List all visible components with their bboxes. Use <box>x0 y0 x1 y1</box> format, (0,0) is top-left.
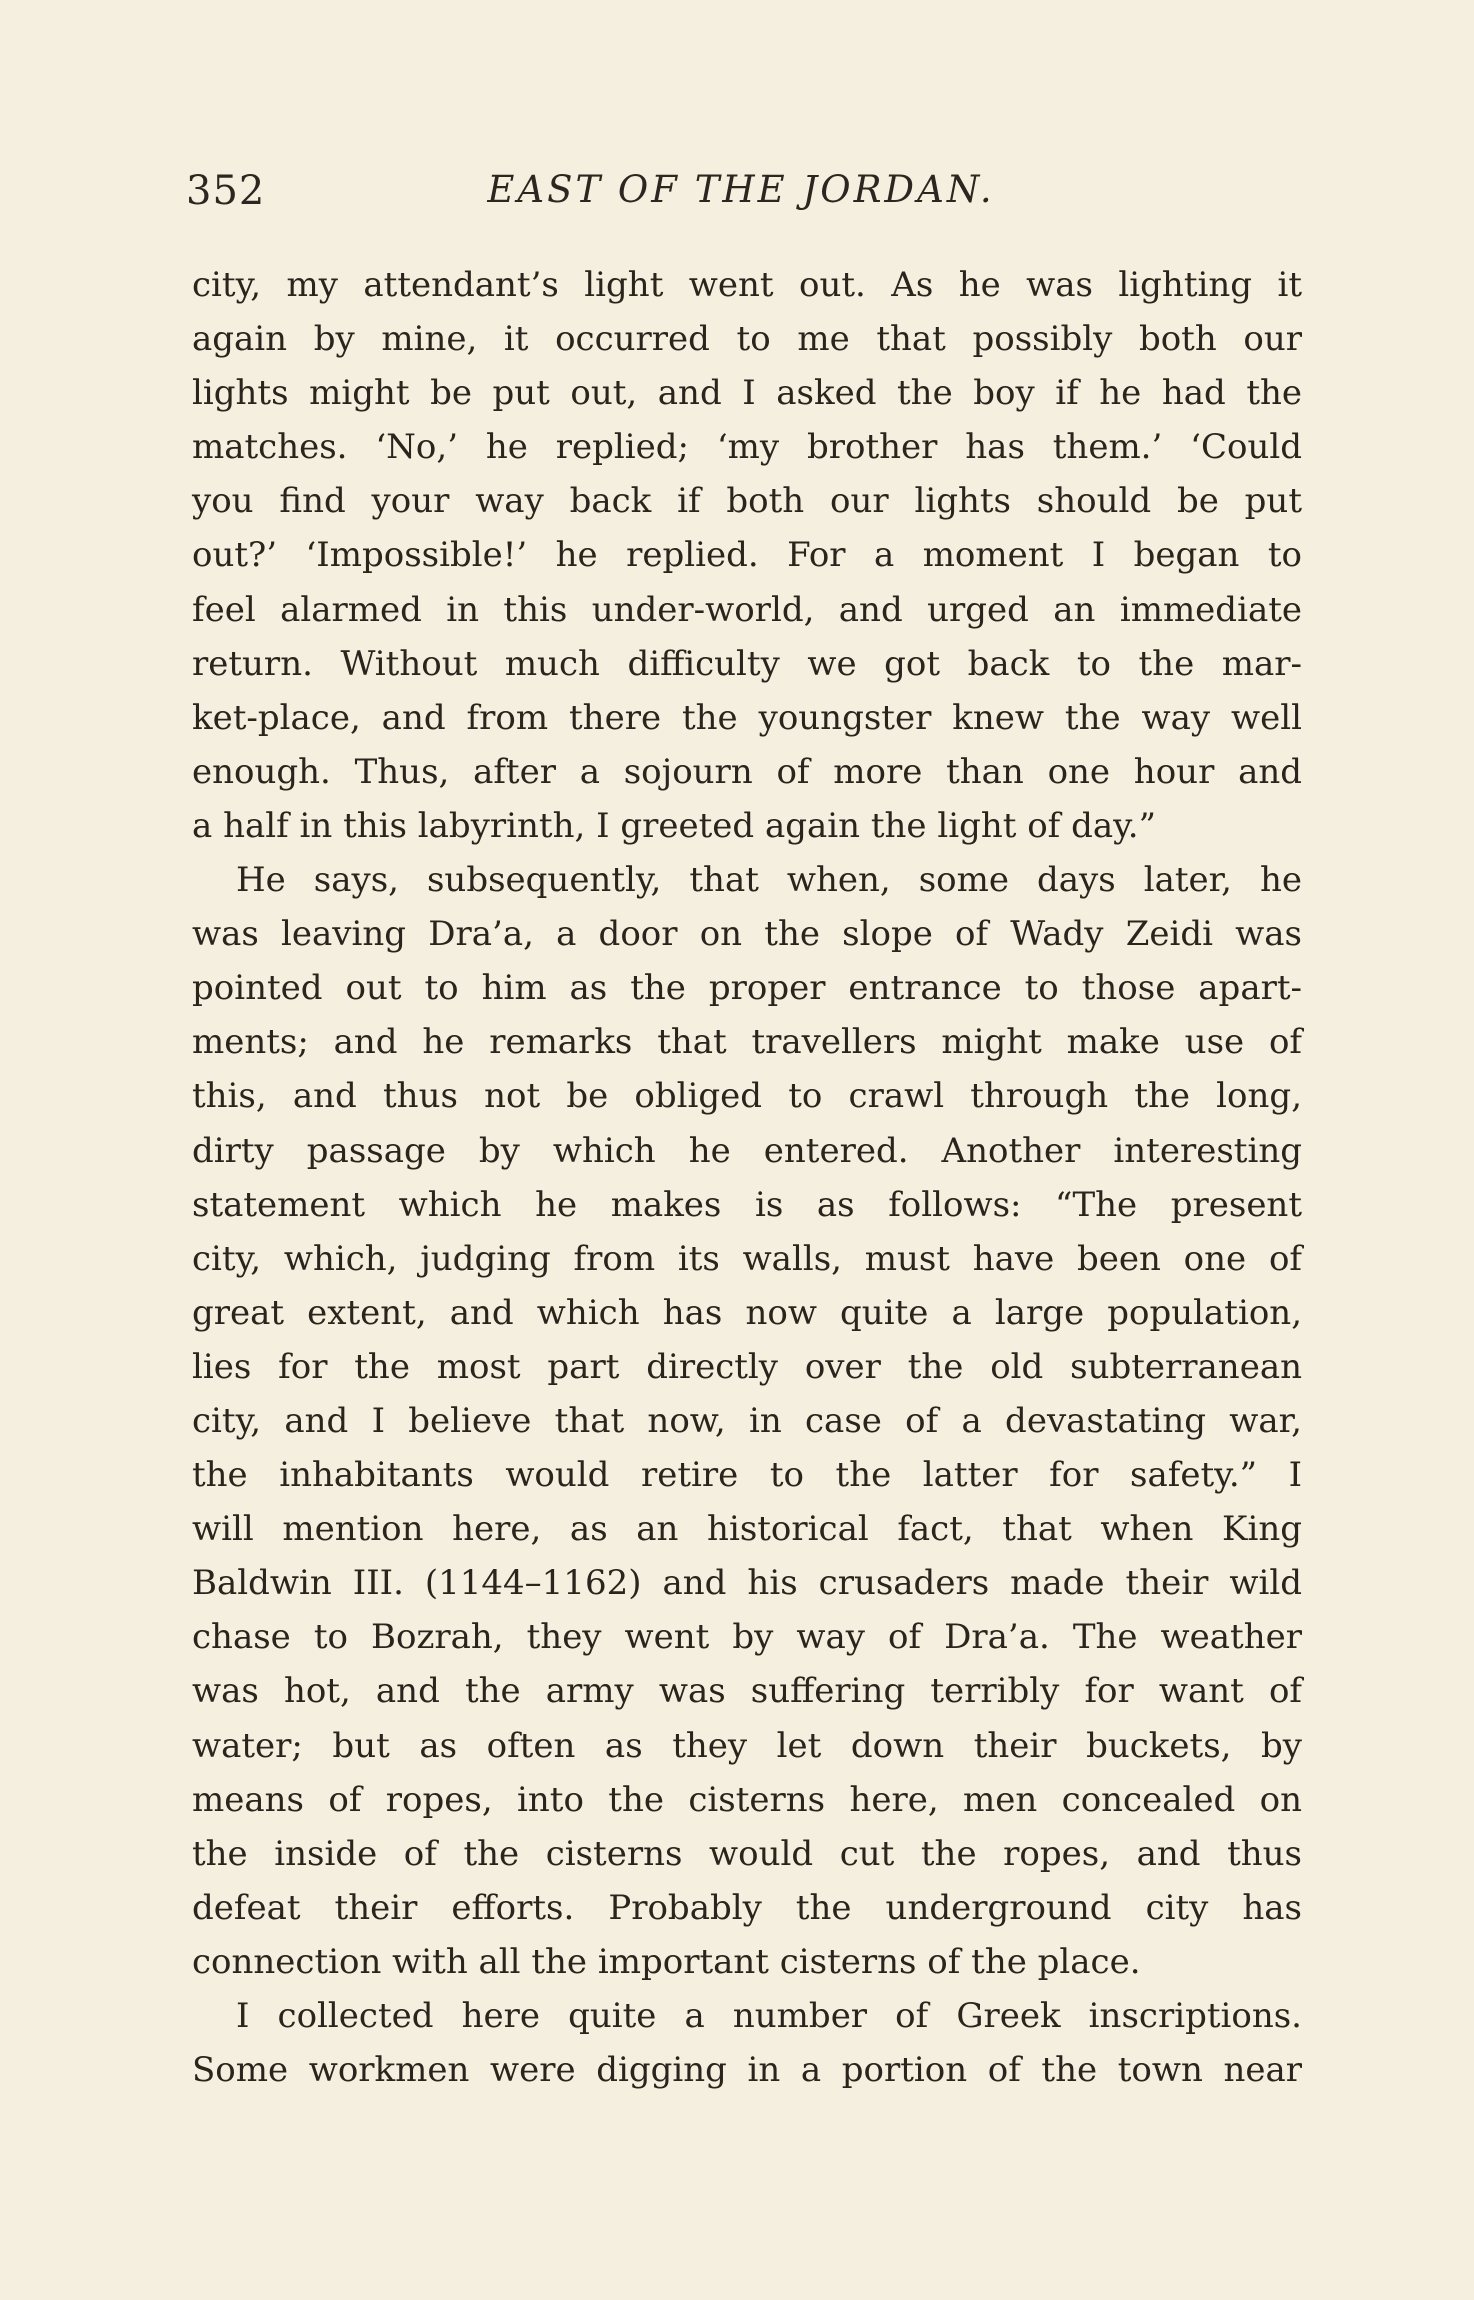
text-line: Baldwin III. (1144–1162) and his crusaders made their wild <box>192 1563 1302 1604</box>
text-line: ket-place, and from there the youngster knew the way well <box>192 697 1302 738</box>
text-line: city, which, judging from its walls, must have been one of <box>192 1238 1302 1279</box>
text-line: connection with all the important cisterns of the place. <box>192 1941 1141 1982</box>
running-title: EAST OF THE JORDAN. <box>487 168 995 211</box>
text-line: enough. Thus, after a sojourn of more than one hour and <box>192 751 1302 792</box>
text-line: was leaving Dra’a, a door on the slope of Wady Zeidi was <box>192 914 1302 955</box>
text-line: dirty passage by which he entered. Another interesting <box>192 1130 1302 1171</box>
text-line: great extent, and which has now quite a large population, <box>192 1292 1302 1333</box>
body-text <box>192 258 1302 2097</box>
text-line: was hot, and the army was suffering terribly for want of <box>192 1671 1302 1712</box>
text-line: water; but as often as they let down their buckets, by <box>192 1725 1302 1766</box>
text-line: means of ropes, into the cisterns here, men concealed on <box>192 1779 1302 1820</box>
text-line: out?’ ‘Impossible!’ he replied. For a moment I began to <box>192 535 1302 576</box>
text-line: this, and thus not be obliged to crawl through the long, <box>192 1076 1302 1117</box>
text-line: again by mine, it occurred to me that possibly both our <box>192 319 1302 360</box>
text-line: pointed out to him as the proper entrance to those apart- <box>192 968 1302 1009</box>
text-line: matches. ‘No,’ he replied; ‘my brother has them.’ ‘Could <box>192 427 1302 468</box>
text-line: will mention here, as an historical fact, that when King <box>192 1509 1302 1550</box>
text-line: defeat their efforts. Probably the underground city has <box>192 1887 1302 1928</box>
text-line: Some workmen were digging in a portion of the town near <box>192 2050 1302 2091</box>
text-line: the inhabitants would retire to the latter for safety.” I <box>192 1455 1302 1496</box>
text-line: I collected here quite a number of Greek inscriptions. <box>236 1996 1302 2036</box>
text-line: return. Without much difficulty we got back to the mar- <box>192 643 1302 684</box>
text-line: the inside of the cisterns would cut the ropes, and thus <box>192 1833 1302 1874</box>
text-line: chase to Bozrah, they went by way of Dra’a. The weather <box>192 1617 1302 1658</box>
text-line: lights might be put out, and I asked the boy if he had the <box>192 373 1302 414</box>
text-line: a half in this labyrinth, I greeted again the light of day.” <box>192 805 1156 846</box>
text-line: you find your way back if both our lights should be put <box>192 481 1302 522</box>
page-number: 352 <box>186 168 266 214</box>
text-line: ments; and he remarks that travellers might make use of <box>192 1022 1302 1063</box>
text-line: feel alarmed in this under-world, and urged an immediate <box>192 589 1302 630</box>
text-line: city, my attendant’s light went out. As he was lighting it <box>192 265 1302 305</box>
page-header <box>186 168 1296 228</box>
text-line: lies for the most part directly over the old subterranean <box>192 1346 1302 1387</box>
text-line: statement which he makes is as follows: “The present <box>192 1184 1302 1225</box>
text-line: He says, subsequently, that when, some days later, he <box>236 860 1302 901</box>
text-line: city, and I believe that now, in case of a devastating war, <box>192 1400 1302 1441</box>
